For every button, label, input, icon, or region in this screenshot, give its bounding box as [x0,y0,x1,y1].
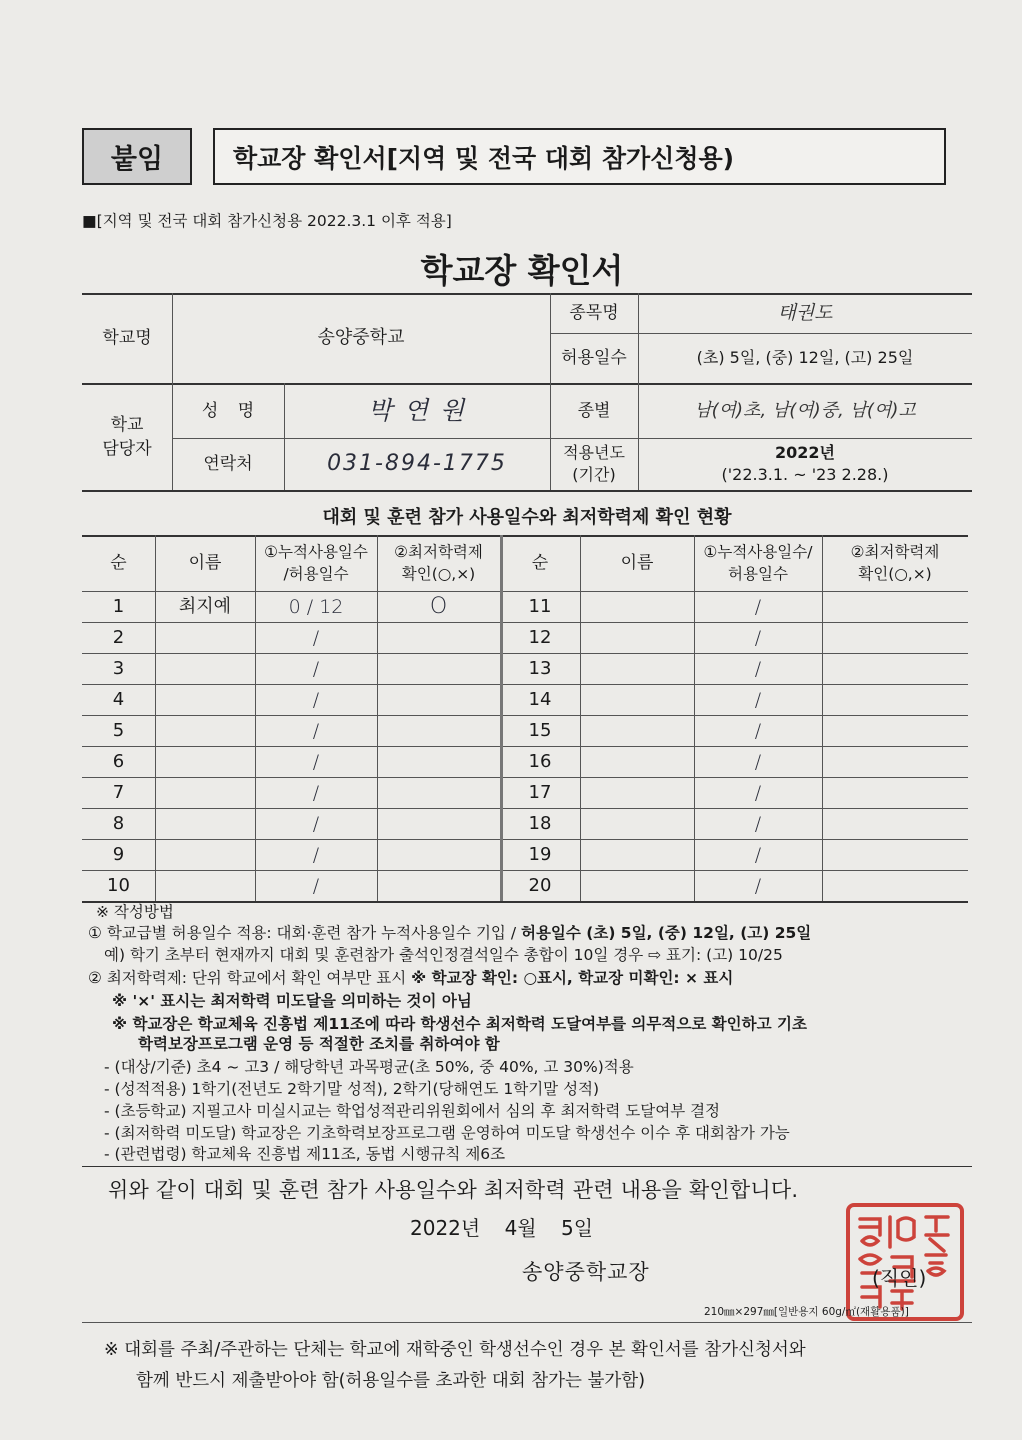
right-row-no: 19 [528,843,552,865]
right-row-check [822,622,968,653]
contact-label: 연락처 [203,454,253,474]
note-2 [88,969,733,987]
left-row-no: 8 [112,812,125,834]
header-days-right-text: ①누적사용일수/ [703,543,813,561]
right-row-name [580,777,694,808]
header-days-right-text: 허용일수 [728,565,788,583]
footer-divider [82,1322,972,1323]
allowance-label: 허용일수 [561,348,627,368]
header-name-text: 이름 [188,553,222,573]
header-no-text: 순 [110,553,127,573]
left-row-check [377,777,500,808]
header-check-text: ②최저학력제 [394,543,483,561]
header-title-box [213,128,946,185]
left-row-check: O [429,593,448,619]
right-row-no: 18 [528,812,552,834]
right-row-name [580,591,694,622]
right-row-check [822,684,968,715]
left-row-check [377,684,500,715]
confirmation-statement: 위와 같이 대회 및 훈련 참가 사용일수와 최저학력 관련 내용을 확인합니다. [108,1178,799,1202]
period-label-line2: (기간) [572,465,616,484]
left-row-no: 9 [112,843,125,865]
manager-name-value: 박 연 원 [367,395,467,425]
right-row-no: 13 [528,657,552,679]
left-row-days: / [312,874,320,897]
header-no-right-text: 순 [531,553,549,573]
note-4a: ※ 학교장은 학교체육 진흥법 제11조에 따라 학생선수 최저학력 도달여부를 의무적으로 확인하고 기초 [112,1015,807,1033]
right-row-check [822,839,968,870]
attachment-tag [82,128,192,185]
left-row-days: / [312,843,320,866]
header-days-right [694,535,822,591]
event-label: 종목명 [569,303,619,323]
event-value: 태권도 [777,302,833,324]
header-name-right [580,535,694,591]
header-days-text: ①누적사용일수 [264,543,368,561]
right-row-no: 14 [528,688,552,710]
left-row-days: / [312,812,320,835]
header-title: 학교장 확인서[지역 및 전국 대회 참가신청용) [233,143,735,173]
left-row-no: 10 [107,874,130,896]
left-row-check [377,715,500,746]
left-row-no: 6 [112,750,125,772]
left-row-check [377,746,500,777]
period-label [550,438,638,490]
right-row-no: 17 [528,781,552,803]
school-name-label: 학교명 [102,328,152,348]
left-row-no: 7 [112,781,125,803]
allowance-value: (초) 5일, (중) 12일, (고) 25일 [696,348,914,367]
left-row-name [155,653,255,684]
right-row-name [580,808,694,839]
right-row-days: / [754,657,762,680]
right-row-days: / [754,626,762,649]
right-row-name [580,622,694,653]
right-row-check [822,715,968,746]
note-1a-text: ① 학교급별 허용일수 적용: 대회·훈련 참가 누적사용일수 기입 / [88,924,521,942]
left-row-days: / [312,750,320,773]
right-row-no: 12 [528,626,552,648]
left-row-check [377,808,500,839]
right-row-name [580,684,694,715]
note-3: ※ '×' 표시는 최저학력 미도달을 의미하는 것이 아님 [112,992,472,1010]
contact-value: 031-894-1775 [327,451,507,476]
manager-label-line2: 담당자 [102,438,152,459]
right-row-name [580,653,694,684]
left-row-no: 2 [112,626,125,648]
right-row-days: / [754,812,762,835]
period-value [638,438,972,490]
seal-label: (직인) [872,1266,927,1290]
status-title: 대회 및 훈련 참가 사용일수와 최저학력제 확인 현황 [322,507,732,528]
note-1b: 예) 학기 초부터 현재까지 대회 및 훈련참가 출석인정결석일수 총합이 10일 경우 ⇨ 표기: (고) 10/25 [104,946,783,964]
left-row-name [155,622,255,653]
header-days-text: /허용일수 [283,565,349,583]
right-row-check [822,746,968,777]
issue-month: 4월 [504,1216,537,1240]
right-row-check [822,808,968,839]
footer-line-1: ※ 대회를 주최/주관하는 단체는 학교에 재학중인 학생선수인 경우 본 확인서를 참가신청서와 [104,1340,806,1360]
header-name [155,535,255,591]
right-row-name [580,746,694,777]
header-check-right [822,535,968,591]
note-detail-3: - (초등학교) 지필고사 미실시교는 학업성적관리위원회에서 심의 후 최저학력 도달여부 결정 [104,1102,721,1120]
left-row-name [155,715,255,746]
right-row-name [580,715,694,746]
right-row-days: / [754,843,762,866]
manager-label-line1: 학교 [110,414,144,435]
paper-size-note: 210㎜×297㎜[일반용지 60g/㎡(재활용품)] [704,1306,909,1318]
right-row-name [580,839,694,870]
right-row-days: / [754,688,762,711]
left-row-days: / [312,626,320,649]
attachment-tag-label: 붙임 [110,144,164,175]
gender-value: 남(여)초, 남(여)중, 남(여)고 [694,399,916,421]
left-row-no: 1 [112,595,125,617]
issue-date [410,1212,593,1241]
header-check-text: 확인(○,×) [401,565,476,583]
left-row-days: 0 / 12 [288,595,344,618]
gender-label: 종별 [577,400,611,421]
left-row-no: 3 [112,657,125,679]
right-row-days: / [754,781,762,804]
right-row-days: / [754,874,762,897]
school-name-value: 송양중학교 [317,327,405,348]
period-year: 2022년 [775,443,835,462]
right-row-no: 11 [528,595,552,617]
left-row-no: 5 [112,719,125,741]
header-no [82,535,155,591]
left-row-name: 최지예 [178,595,232,617]
header-check-right-text: ②최저학력제 [850,543,940,561]
left-row-check [377,622,500,653]
left-row-name [155,777,255,808]
document-title: 학교장 확인서 [420,251,624,290]
right-row-no: 20 [528,874,552,896]
left-row-name [155,870,255,901]
notes-title: ※ 작성방법 [96,903,174,921]
note-4b: 학력보장프로그램 운영 등 적절한 조치를 취하여야 함 [138,1035,500,1053]
manager-label [82,383,172,490]
right-row-check [822,777,968,808]
table-bottom-border [82,901,968,903]
note-detail-5: - (관련법령) 학교체육 진흥법 제11조, 동법 시행규칙 제6조 [104,1145,506,1163]
notes-divider [82,1166,972,1167]
period-range: ('22.3.1. ~ '23 2.28.) [721,465,889,484]
note-2-text: ② 최저학력제: 단위 학교에서 확인 여부만 표시 [88,969,412,987]
left-row-name [155,746,255,777]
left-row-days: / [312,657,320,680]
right-row-check [822,870,968,901]
manager-name-label: 성 명 [201,400,255,421]
principal-name: 송양중학교장 [522,1260,650,1284]
right-row-days: / [754,719,762,742]
left-row-name [155,839,255,870]
left-row-days: / [312,688,320,711]
note-1a [88,924,811,942]
right-row-no: 16 [528,750,552,772]
left-row-check [377,870,500,901]
applicability-subtitle: ■[지역 및 전국 대회 참가신청용 2022.3.1 이후 적용] [82,212,452,230]
note-1a-bold: 허용일수 (초) 5일, (중) 12일, (고) 25일 [520,924,812,942]
note-detail-4: - (최저학력 미도달) 학교장은 기초학력보장프로그램 운영하여 미도달 학생선수 이수 후 대회참가 가능 [104,1124,790,1142]
header-check-right-text: 확인(○,×) [858,565,932,583]
note-detail-1: - (대상/기준) 초4 ~ 고3 / 해당학년 과목평균(초 50%, 중 40%, 고 30%)적용 [104,1058,634,1076]
note-2-bold: ※ 학교장 확인: ○표시, 학교장 미확인: × 표시 [411,969,734,987]
left-row-name [155,684,255,715]
right-row-name [580,870,694,901]
left-row-check [377,839,500,870]
right-row-check [822,591,968,622]
left-row-days: / [312,719,320,742]
period-label-line1: 적용년도 [563,443,625,462]
note-detail-2: - (성적적용) 1학기(전년도 2학기말 성적), 2학기(당해연도 1학기말 성적) [104,1080,600,1098]
right-row-days: / [754,750,762,773]
header-name-right-text: 이름 [620,553,654,573]
left-row-no: 4 [112,688,125,710]
footer-line-2: 함께 반드시 제출받아야 함(허용일수를 초과한 대회 참가는 불가함) [136,1371,646,1391]
right-row-days: / [754,595,762,618]
header-check [377,535,500,591]
left-row-name [155,808,255,839]
left-row-check [377,653,500,684]
right-row-no: 15 [528,719,552,741]
right-row-check [822,653,968,684]
issue-year: 2022년 [410,1216,481,1240]
header-no-right [500,535,580,591]
left-row-days: / [312,781,320,804]
issue-day: 5일 [560,1216,594,1240]
header-days [255,535,377,591]
